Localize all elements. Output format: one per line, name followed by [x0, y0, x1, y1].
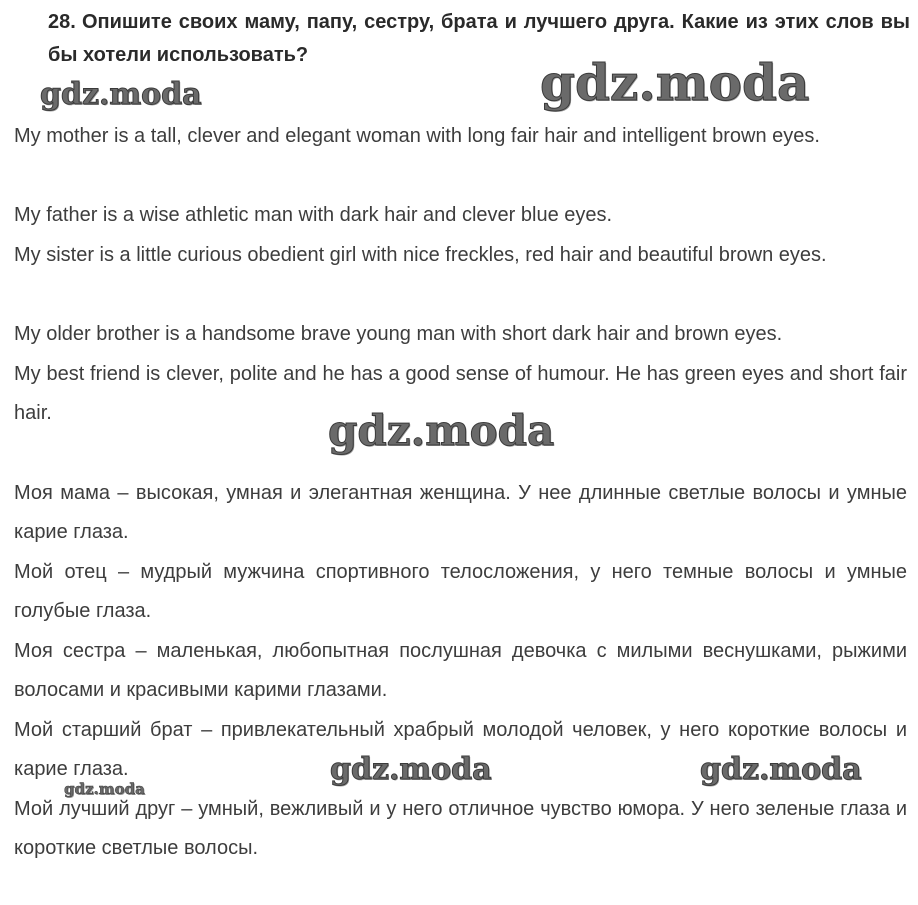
russian-friend: Мой лучший друг – умный, вежливый и у него отличное чувство юмора. У него зеленые глаза и короткие светлые волосы.	[14, 798, 907, 859]
watermark-middle: gdz.moda	[328, 406, 555, 455]
task-number: 28.	[48, 11, 76, 33]
english-mother: My mother is a tall, clever and elegant woman with long fair hair and intelligent brown eyes.	[14, 125, 820, 147]
english-brother: My older brother is a handsome brave young man with short dark hair and brown eyes.	[14, 323, 783, 345]
russian-brother: Мой старший брат – привлекательный храбрый молодой человек, у него короткие волосы и карие глаза.	[14, 719, 907, 780]
english-sister: My sister is a little curious obedient girl with nice freckles, red hair and beautiful brown eyes.	[14, 244, 827, 266]
russian-mother: Моя мама – высокая, умная и элегантная женщина. У нее длинные светлые волосы и умные карие глаза.	[14, 482, 907, 543]
watermark-top-center: gdz.moda	[540, 53, 810, 112]
watermark-bottom-right: gdz.moda	[700, 752, 862, 787]
watermark-top-left: gdz.moda	[40, 77, 202, 112]
watermark-bottom-center: gdz.moda	[330, 752, 492, 787]
english-friend: My best friend is clever, polite and he has a good sense of humour. He has green eyes and short fair hair.	[14, 363, 907, 424]
russian-father: Мой отец – мудрый мужчина спортивного телосложения, у него темные волосы и умные голубые глаза.	[14, 561, 907, 622]
task-text: Опишите своих маму, папу, сестру, брата и лучшего друга. Какие из этих слов вы бы хотели использовать?	[48, 11, 910, 66]
russian-sister: Моя сестра – маленькая, любопытная послушная девочка с милыми веснушками, рыжими волосами и красивыми карими глазами.	[14, 640, 907, 701]
watermark-bottom-left-small: gdz.moda	[64, 780, 145, 798]
english-father: My father is a wise athletic man with dark hair and clever blue eyes.	[14, 204, 613, 226]
